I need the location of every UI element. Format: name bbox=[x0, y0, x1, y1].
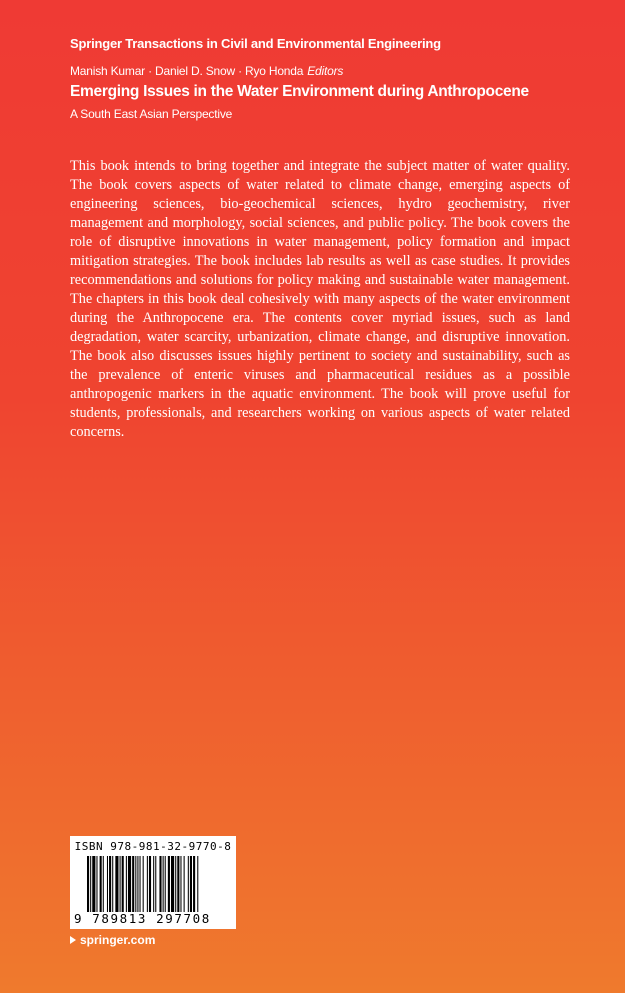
barcode-icon bbox=[87, 856, 219, 912]
editors-role: Editors bbox=[307, 64, 344, 78]
barcode-digits: 9 789813 297708 bbox=[74, 911, 211, 926]
editors-line bbox=[70, 64, 343, 78]
book-title: Emerging Issues in the Water Environment during Anthropocene bbox=[70, 83, 529, 100]
isbn-label: ISBN 978-981-32-9770-8 bbox=[74, 840, 232, 853]
series-title: Springer Transactions in Civil and Environmental Engineering bbox=[70, 36, 441, 51]
editors-names: Manish Kumar · Daniel D. Snow · Ryo Honda bbox=[70, 64, 304, 78]
publisher-link[interactable] bbox=[70, 933, 155, 947]
book-description: This book intends to bring together and integrate the subject matter of water quality. The book covers aspects of water related to climate change, emerging aspects of engineering sciences, bio-geochemical sciences, hydro geochemistry, river management and morphology, social sciences, and public policy. The book covers the role of disruptive innovations in water management, policy formation and impact mitigation strategies. The book includes lab results as well as case studies. It provides recommendations and solutions for policy making and sustainable water management. The chapters in this book deal cohesively with many aspects of the water environment during the Anthropocene era. The contents cover myriad issues, such as land degradation, water scarcity, urbanization, climate change, and disruptive innovation. The book also discusses issues highly pertinent to society and sustainability, such as the prevalence of enteric viruses and pharmaceutical residues as a possible anthropogenic markers in the aquatic environment. The book will prove useful for students, professionals, and researchers working on various aspects of water related concerns. bbox=[70, 158, 570, 440]
arrow-right-icon bbox=[70, 936, 76, 944]
barcode-box bbox=[70, 836, 236, 929]
book-subtitle: A South East Asian Perspective bbox=[70, 107, 233, 121]
publisher-url: springer.com bbox=[80, 933, 156, 947]
